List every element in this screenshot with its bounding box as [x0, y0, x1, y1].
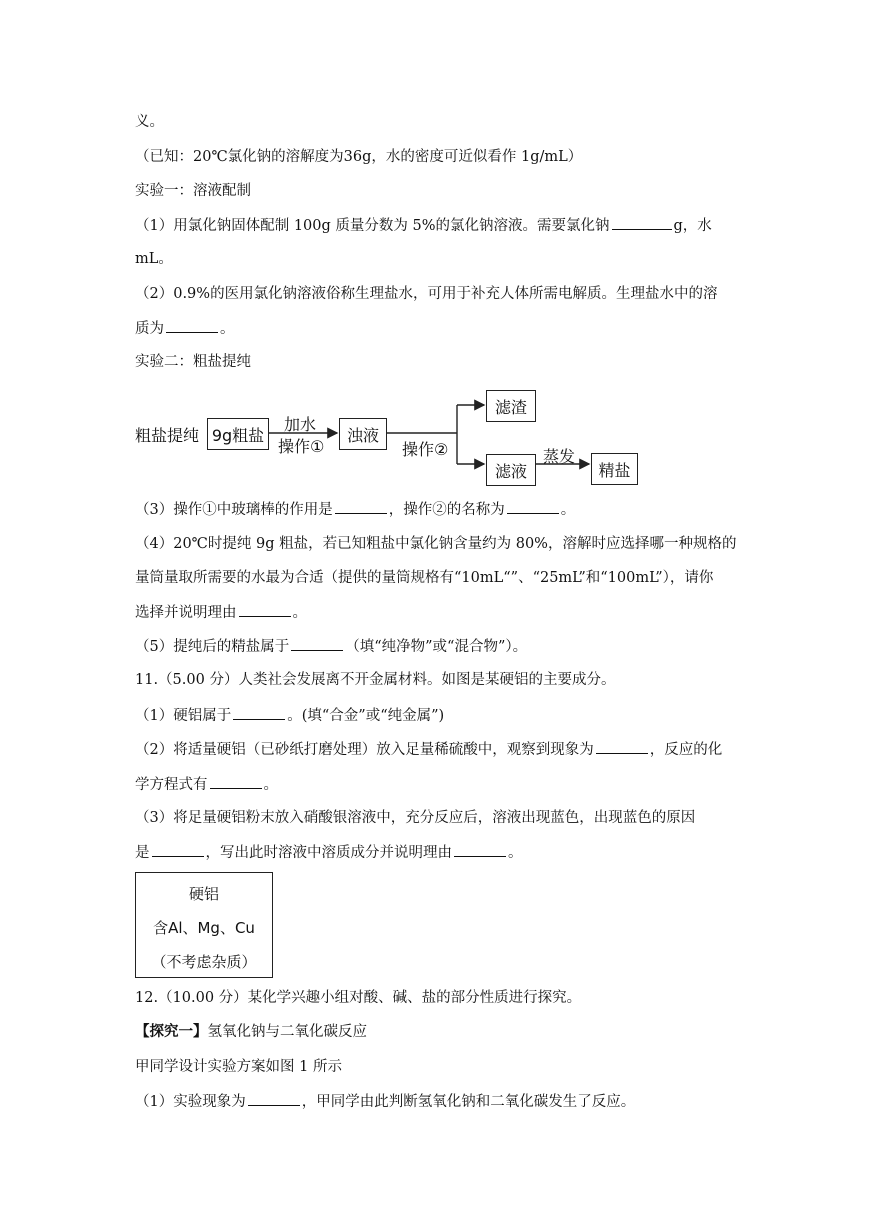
- question-text: 。(填“合金”或“纯金属”): [287, 708, 445, 724]
- step3-label: 蒸发: [543, 447, 576, 466]
- step2-label: 操作②: [402, 440, 449, 459]
- inquiry-label: 【探究一】: [135, 1023, 208, 1040]
- question-text: ，操作②的名称为: [388, 502, 505, 518]
- answer-blank[interactable]: [335, 499, 387, 514]
- answer-blank[interactable]: [507, 499, 559, 514]
- question-3: [135, 499, 575, 520]
- question-text: 。: [560, 502, 576, 518]
- question-text: （2）将适量硬铝（已砂纸打磨处理）放入足量稀硫酸中，观察到现象为: [135, 742, 594, 758]
- question-text: 学方程式有: [135, 777, 208, 793]
- question-text: 。: [263, 777, 278, 793]
- step1-label-top: 加水: [284, 415, 317, 434]
- question-text: 。: [292, 605, 307, 621]
- answer-blank[interactable]: [596, 739, 648, 754]
- question-4-cont: [135, 602, 307, 623]
- question-text: （1）用氯化钠固体配制 100g 质量分数为 5%的氯化钠溶液。需要氯化钠: [135, 218, 610, 234]
- question-4: （4）20℃时提纯 9g 粗盐，若已知粗盐中氯化钠含量约为 80%，溶解时应选择哪一种规格的: [135, 536, 737, 552]
- flow-arrows: [0, 0, 869, 500]
- question-text: 是: [135, 845, 150, 861]
- alloy-note: （不考虑杂质）: [151, 953, 257, 971]
- question-11-3: （3）将足量硬铝粉末放入硝酸银溶液中，充分反应后，溶液出现蓝色，出现蓝色的原因: [135, 810, 696, 826]
- question-text: （3）操作①中玻璃棒的作用是: [135, 502, 333, 518]
- question-text: 选择并说明理由: [135, 605, 237, 621]
- question-4-cont: 量筒量取所需要的水最为合适（提供的量筒规格有“10mL“”、“25mL”和“100mL”），请你: [135, 570, 714, 586]
- question-12: 12.（10.00 分）某化学兴趣小组对酸、碱、盐的部分性质进行探究。: [135, 990, 582, 1006]
- text-line: mL。: [135, 251, 173, 267]
- question-text: g，水: [673, 218, 712, 234]
- question-text: ，甲同学由此判断氢氧化钠和二氧化碳发生了反应。: [301, 1094, 636, 1110]
- section-heading-exp1: 实验一：溶液配制: [135, 183, 251, 199]
- question-text: 。: [220, 321, 235, 337]
- inquiry-1-heading: [135, 1022, 367, 1042]
- question-text: （1）实验现象为: [135, 1094, 246, 1110]
- flow-title: 粗盐提纯: [135, 426, 200, 445]
- question-11-2-cont: [135, 774, 278, 795]
- question-text: （1）硬铝属于: [135, 708, 232, 724]
- alloy-composition: 含Al、Mg、Cu: [153, 919, 255, 937]
- question-11-1: [135, 705, 444, 726]
- question-text: ，反应的化: [649, 742, 723, 758]
- question-12-1: [135, 1091, 635, 1112]
- answer-blank[interactable]: [210, 774, 262, 789]
- question-11-3-cont: [135, 842, 523, 863]
- question-11-2: [135, 739, 722, 760]
- alloy-title: 硬铝: [188, 885, 219, 903]
- question-text: 。: [508, 845, 523, 861]
- box-residue: 滤渣: [486, 390, 536, 422]
- answer-blank[interactable]: [152, 842, 204, 857]
- alloy-composition-box: [135, 872, 273, 978]
- text-line: 义。: [135, 114, 164, 130]
- text-line: 甲同学设计实验方案如图 1 所示: [135, 1059, 342, 1075]
- question-text: 质为: [135, 321, 164, 337]
- section-heading-exp2: 实验二：粗盐提纯: [135, 354, 251, 370]
- question-5: [135, 636, 527, 657]
- box-fine-salt: 精盐: [591, 453, 638, 485]
- box-crude-salt: 9g粗盐: [207, 418, 269, 450]
- question-11: 11.（5.00 分）人类社会发展离不开金属材料。如图是某硬铝的主要成分。: [135, 672, 616, 688]
- answer-blank[interactable]: [248, 1091, 300, 1106]
- known-conditions: （已知：20℃氯化钠的溶解度为36g，水的密度可近似看作 1g/mL）: [135, 149, 583, 165]
- question-2: （2）0.9%的医用氯化钠溶液俗称生理盐水，可用于补充人体所需电解质。生理盐水中的溶: [135, 286, 718, 302]
- inquiry-title: 氢氧化钠与二氧化碳反应: [207, 1024, 367, 1040]
- question-text: （填“纯净物”或“混合物”）。: [345, 639, 528, 655]
- question-text: （5）提纯后的精盐属于: [135, 639, 290, 655]
- step1-label-bottom: 操作①: [278, 437, 325, 456]
- answer-blank[interactable]: [239, 602, 291, 617]
- answer-blank[interactable]: [233, 705, 285, 720]
- box-turbid-liquid: 浊液: [339, 418, 387, 450]
- box-filtrate: 滤液: [486, 454, 536, 486]
- answer-blank[interactable]: [454, 842, 506, 857]
- question-text: ，写出此时溶液中溶质成分并说明理由: [205, 845, 452, 861]
- answer-blank[interactable]: [291, 636, 343, 651]
